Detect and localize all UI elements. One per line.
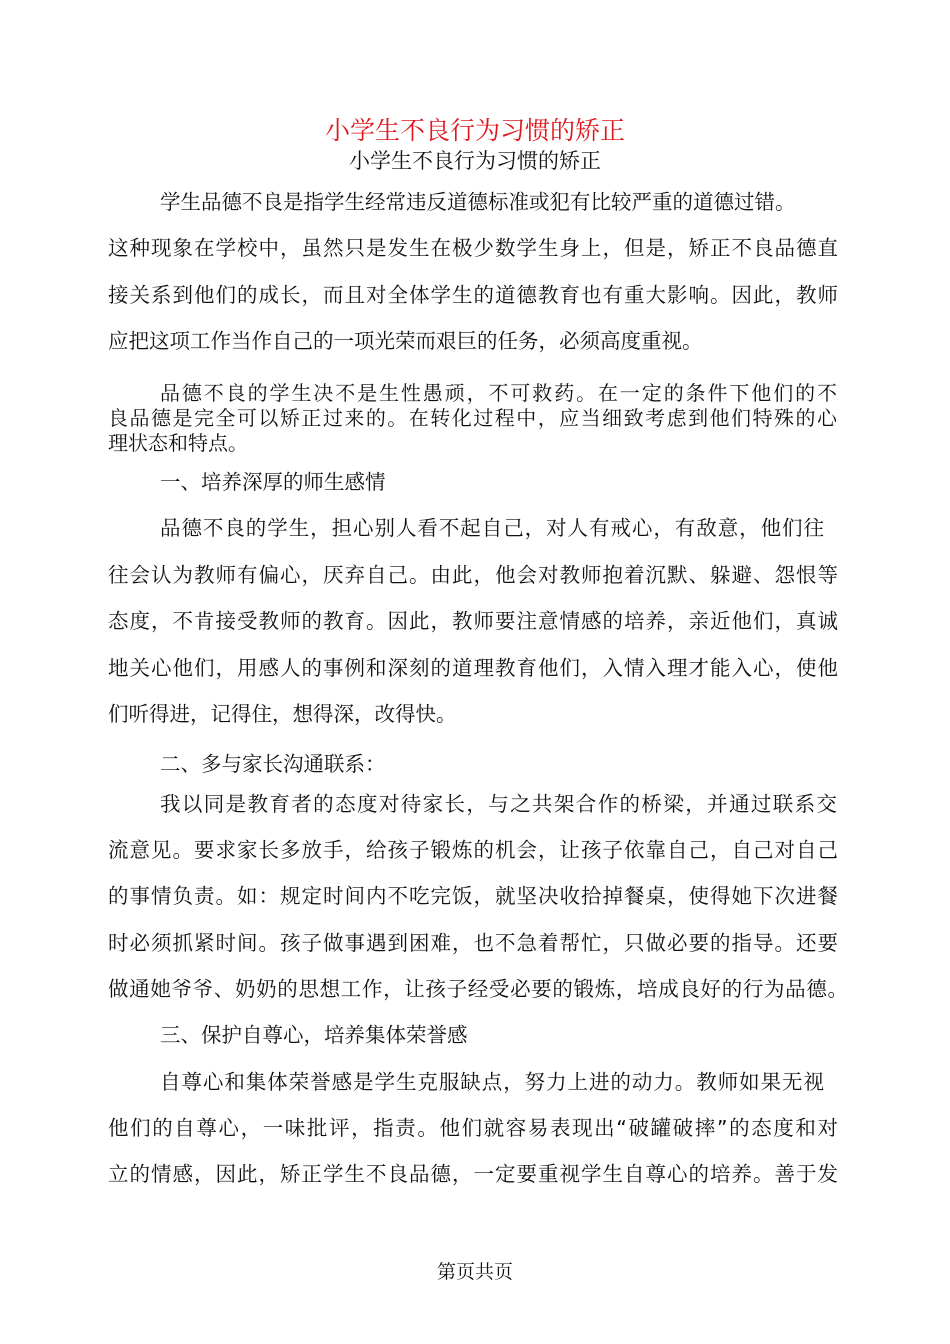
paragraph-line: 自尊心和集体荣誉感是学生克服缺点，努力上进的动力。教师如果无视 <box>160 1070 824 1094</box>
paragraph-line: 们听得进，记得住，想得深，改得快。 <box>108 702 457 726</box>
paragraph-line: 地关心他们，用感人的事例和深刻的道理教育他们，入情入理才能入心，使他 <box>108 656 838 680</box>
paragraph-line: 态度，不肯接受教师的教育。因此，教师要注意情感的培养，亲近他们，真诚 <box>108 609 838 633</box>
paragraph-line: 品德不良的学生决不是生性愚顽，不可救药。在一定的条件下他们的不 <box>160 381 837 405</box>
section-heading: 二、多与家长沟通联系： <box>160 752 386 776</box>
document-subtitle: 小学生不良行为习惯的矫正 <box>349 149 601 173</box>
paragraph-line: 往会认为教师有偏心，厌弃自己。由此，他会对教师抱着沉默、躲避、怨恨等 <box>108 563 838 587</box>
section-heading: 三、保护自尊心，培养集体荣誉感 <box>160 1023 468 1047</box>
paragraph-line: 品德不良的学生，担心别人看不起自己，对人有戒心，有敌意，他们往 <box>160 516 824 540</box>
paragraph-line: 接关系到他们的成长，而且对全体学生的道德教育也有重大影响。因此，教师 <box>108 283 838 307</box>
paragraph-line: 理状态和特点。 <box>108 431 248 455</box>
paragraph-line: 应把这项工作当作自己的一项光荣而艰巨的任务，必须高度重视。 <box>108 329 703 353</box>
paragraph-line: 我以同是教育者的态度对待家长，与之共架合作的桥梁，并通过联系交 <box>160 792 837 816</box>
section-heading: 一、培养深厚的师生感情 <box>160 470 386 494</box>
paragraph-line: 的事情负责。如：规定时间内不吃完饭，就坚决收拾掉餐桌，使得她下次进餐 <box>108 884 838 908</box>
paragraph-line: 流意见。要求家长多放手，给孩子锻炼的机会，让孩子依靠自己，自己对自己 <box>108 838 838 862</box>
paragraph-line: 他们的自尊心，一味批评，指责。他们就容易表现出“破罐破摔”的态度和对 <box>108 1116 838 1140</box>
document-title: 小学生不良行为习惯的矫正 <box>324 116 625 145</box>
paragraph-line: 这种现象在学校中，虽然只是发生在极少数学生身上，但是，矫正不良品德直 <box>108 236 838 260</box>
paragraph-line: 学生品德不良是指学生经常违反道德标准或犯有比较严重的道德过错。 <box>160 190 796 214</box>
paragraph-line: 良品德是完全可以矫正过来的。在转化过程中，应当细致考虑到他们特殊的心 <box>108 406 837 430</box>
paragraph-line: 时必须抓紧时间。孩子做事遇到困难，也不急着帮忙，只做必要的指导。还要 <box>108 931 838 955</box>
page-footer: 第页共页 <box>436 1261 513 1283</box>
paragraph-line: 做通她爷爷、奶奶的思想工作，让孩子经受必要的锻炼，培成良好的行为品德。 <box>108 977 848 1001</box>
paragraph-line: 立的情感，因此，矫正学生不良品德，一定要重视学生自尊心的培养。善于发 <box>108 1162 838 1186</box>
